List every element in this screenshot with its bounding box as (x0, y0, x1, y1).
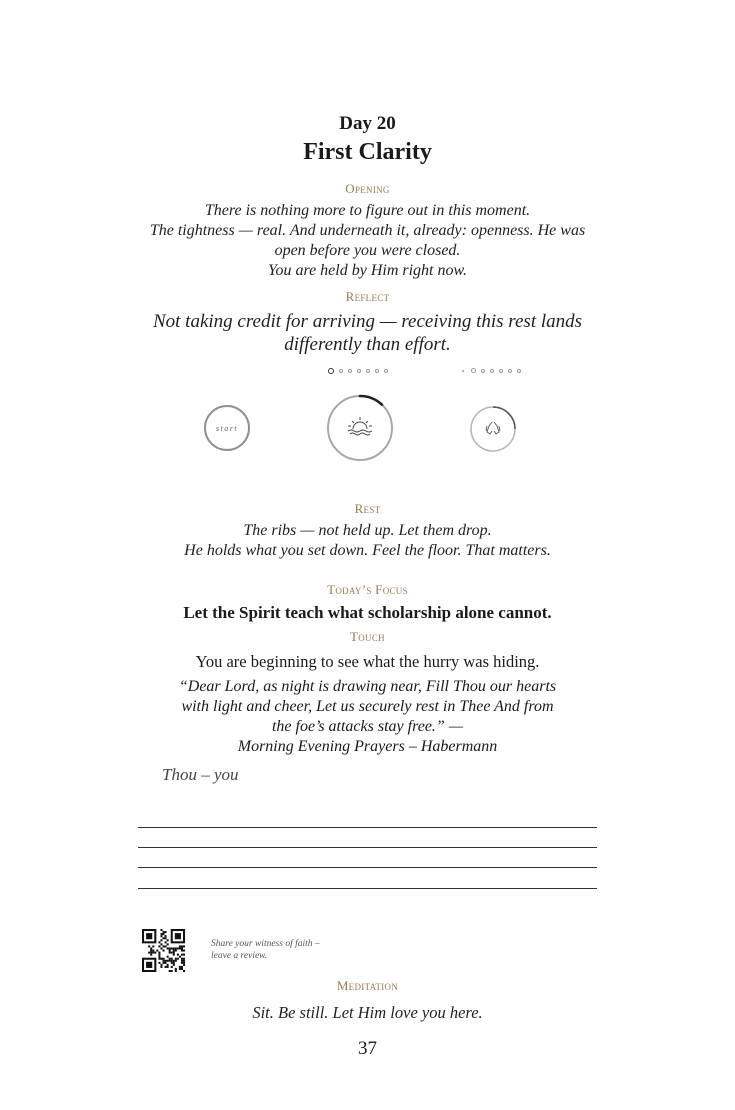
quote-line: “Dear Lord, as night is drawing near, Fill Thou our hearts (178, 678, 557, 695)
step-dot[interactable] (384, 369, 388, 373)
sunrise-icon (348, 417, 372, 435)
step-dot[interactable] (471, 368, 476, 373)
touch-label: Touch (350, 629, 385, 644)
opening-line: open before you were closed. (274, 242, 461, 259)
step-dot[interactable] (375, 369, 379, 373)
qr-code-icon[interactable] (142, 929, 187, 972)
step-dot[interactable] (348, 369, 352, 373)
step-dots-right (462, 368, 532, 376)
writing-line[interactable] (138, 888, 597, 889)
opening-line: You are held by Him right now. (268, 262, 467, 279)
opening-line: The tightness — real. And underneath it, already: openness. He was (149, 222, 586, 239)
step-dot[interactable] (462, 370, 464, 372)
quote-block (0, 677, 735, 757)
start-button[interactable] (204, 405, 250, 451)
breath-timer[interactable] (326, 394, 394, 462)
praying-hands-icon (486, 422, 500, 434)
step-dot[interactable] (508, 369, 512, 373)
reflect-label: Reflect (345, 289, 390, 304)
opening-line: There is nothing more to figure out in this moment. (204, 202, 531, 219)
step-dot-active[interactable] (328, 368, 334, 374)
step-dot[interactable] (481, 369, 485, 373)
step-dot[interactable] (499, 369, 503, 373)
page-number: 37 (358, 1038, 377, 1059)
step-dot[interactable] (339, 369, 343, 373)
praying-hands-button[interactable] (469, 405, 517, 453)
step-dots-left (328, 368, 398, 376)
rest-line: He holds what you set down. Feel the floor. That matters. (184, 542, 551, 559)
writing-line[interactable] (138, 827, 597, 828)
writing-line[interactable] (138, 867, 597, 868)
praying-hands-ring (469, 405, 517, 453)
rest-line: The ribs — not held up. Let them drop. (243, 522, 492, 539)
opening-label: Opening (345, 181, 390, 196)
writing-line[interactable] (138, 847, 597, 848)
focus-label: Today’s Focus (327, 582, 408, 597)
start-label: start (215, 423, 239, 433)
step-dot[interactable] (357, 369, 361, 373)
touch-text: You are beginning to see what the hurry was hiding. (195, 652, 540, 671)
review-prompt (211, 938, 341, 962)
focus-text: Let the Spirit teach what scholarship alone cannot. (183, 603, 552, 622)
quote-line: with light and cheer, Let us securely rest in Thee And from (181, 698, 554, 715)
opening-text (0, 201, 735, 281)
rest-label: Rest (354, 501, 381, 516)
meditation-label: Meditation (336, 978, 399, 993)
review-line-1: Share your witness of faith – (211, 939, 320, 949)
page-title: First Clarity (303, 139, 432, 165)
step-dot[interactable] (517, 369, 521, 373)
step-dot[interactable] (490, 369, 494, 373)
step-dot[interactable] (366, 369, 370, 373)
reflect-line: differently than effort. (284, 334, 451, 355)
review-line-2: leave a review. (211, 951, 268, 961)
reflect-text (0, 310, 735, 356)
day-number: Day 20 (339, 113, 396, 134)
qr-code-graphic (142, 929, 187, 972)
rest-text (0, 521, 735, 561)
meditation-text: Sit. Be still. Let Him love you here. (252, 1003, 483, 1022)
quote-attribution: Morning Evening Prayers – Habermann (237, 738, 498, 755)
breath-progress-ring (326, 394, 394, 462)
reflect-line: Not taking credit for arriving — receiving this rest lands (152, 311, 583, 332)
word-gloss: Thou – you (162, 765, 239, 784)
quote-line: the foe’s attacks stay free.” — (271, 718, 464, 735)
